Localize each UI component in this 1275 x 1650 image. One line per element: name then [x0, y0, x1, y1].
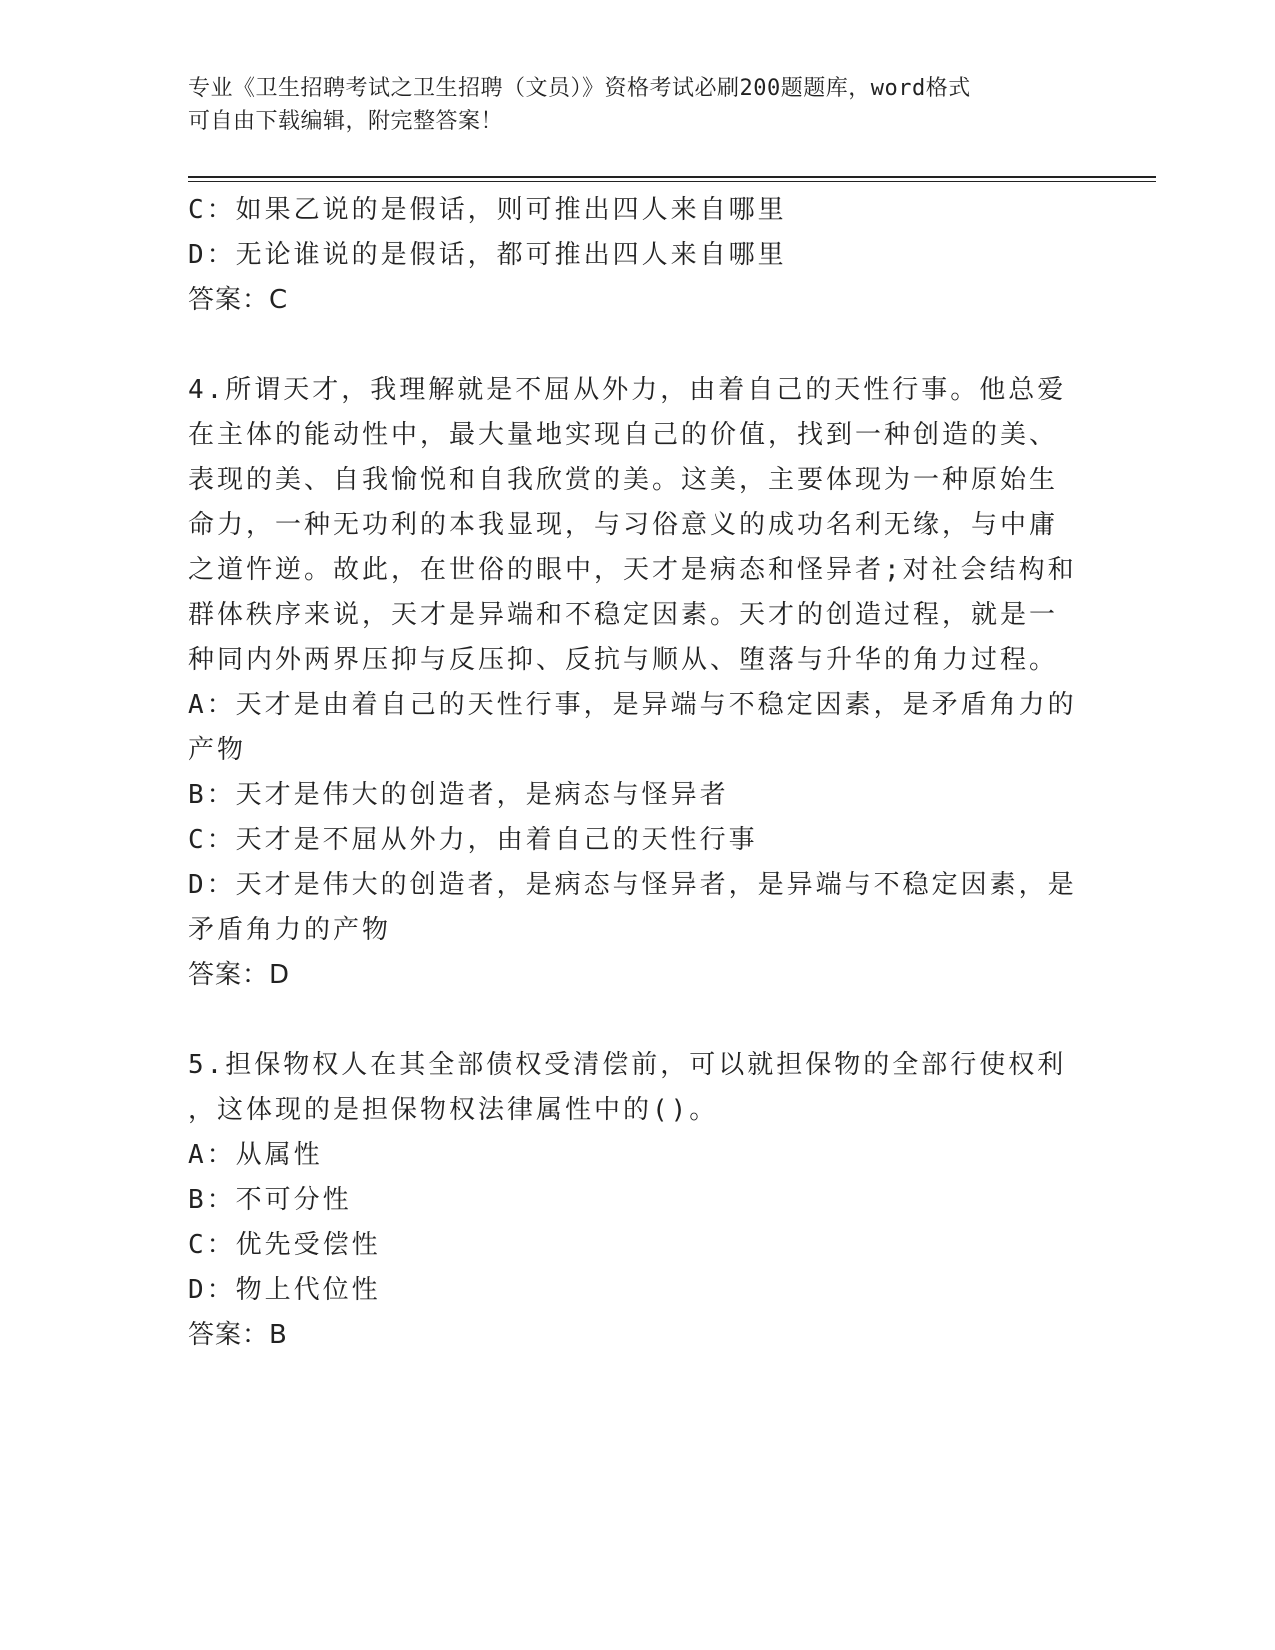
- question-4: [188, 368, 1088, 998]
- spacer: [188, 998, 1088, 1043]
- header-title-line-1: 专业《卫生招聘考试之卫生招聘（文员）》资格考试必刷200题题库，word格式: [188, 76, 971, 101]
- q4-option-d-cont: 矛盾角力的产物: [188, 915, 392, 945]
- spacer: [188, 323, 1088, 368]
- q4-stem-line: 之道忤逆。故此，在世俗的眼中，天才是病态和怪异者;对社会结构和: [188, 555, 1077, 585]
- q5-stem-line: ，这体现的是担保物权法律属性中的()。: [188, 1095, 719, 1125]
- q3-option-d: D：无论谁说的是假话，都可推出四人来自哪里: [188, 240, 787, 270]
- q5-answer: 答案：B: [188, 1320, 288, 1350]
- q4-option-a-cont: 产物: [188, 735, 247, 765]
- question-3-tail: [188, 188, 1088, 323]
- q3-answer: 答案：C: [188, 285, 289, 315]
- q4-stem-line: 群体秩序来说，天才是异端和不稳定因素。天才的创造过程，就是一: [188, 600, 1059, 630]
- page-header: [188, 72, 1088, 138]
- q4-answer: 答案：D: [188, 960, 291, 990]
- q4-stem-line: 4.所谓天才，我理解就是不屈从外力，由着自己的天性行事。他总爱: [188, 375, 1067, 405]
- q3-option-c: C：如果乙说的是假话，则可推出四人来自哪里: [188, 195, 787, 225]
- header-divider-thin: [188, 181, 1156, 182]
- q4-stem-line: 命力，一种无功利的本我显现，与习俗意义的成功名利无缘，与中庸: [188, 510, 1059, 540]
- q4-option-d: D：天才是伟大的创造者，是病态与怪异者，是异端与不稳定因素，是: [188, 870, 1077, 900]
- q5-option-c: C：优先受偿性: [188, 1230, 381, 1260]
- q5-option-d: D：物上代位性: [188, 1275, 381, 1305]
- q5-option-b: B：不可分性: [188, 1185, 352, 1215]
- q4-stem-line: 在主体的能动性中，最大量地实现自己的价值，找到一种创造的美、: [188, 420, 1059, 450]
- q5-stem-line: 5.担保物权人在其全部债权受清偿前，可以就担保物的全部行使权利: [188, 1050, 1067, 1080]
- question-5: [188, 1043, 1088, 1358]
- question-content: [188, 188, 1088, 1358]
- q4-stem-line: 表现的美、自我愉悦和自我欣赏的美。这美，主要体现为一种原始生: [188, 465, 1059, 495]
- q4-option-a: A：天才是由着自己的天性行事，是异端与不稳定因素，是矛盾角力的: [188, 690, 1077, 720]
- q4-option-b: B：天才是伟大的创造者，是病态与怪异者: [188, 780, 729, 810]
- q4-option-c: C：天才是不屈从外力，由着自己的天性行事: [188, 825, 758, 855]
- header-divider-thick: [188, 176, 1156, 178]
- q5-option-a: A：从属性: [188, 1140, 323, 1170]
- header-title-line-2: 可自由下载编辑，附完整答案！: [188, 109, 504, 134]
- q4-stem-line: 种同内外两界压抑与反压抑、反抗与顺从、堕落与升华的角力过程。: [188, 645, 1059, 675]
